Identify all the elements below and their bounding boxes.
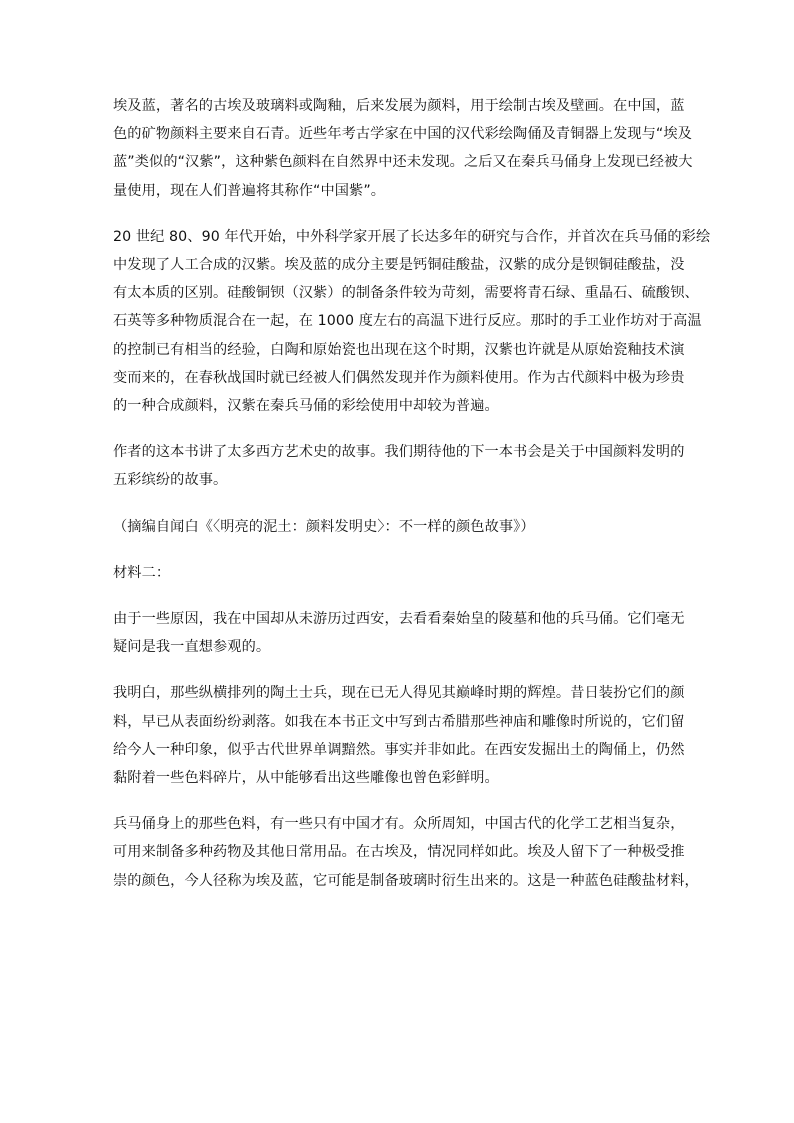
text-line: 黏附着一些色料碎片，从中能够看出这些雕像也曾色彩鲜明。 — [113, 770, 499, 787]
paragraph — [113, 513, 693, 541]
text-line: 有太本质的区别。硅酸铜钡（汉紫）的制备条件较为苛刻，需要将青石绿、重晶石、硫酸钡、 — [113, 285, 699, 302]
text-line: 兵马俑身上的那些色料，有一些只有中国才有。众所周知，中国古代的化学工艺相当复杂， — [113, 816, 685, 833]
paragraph — [113, 605, 693, 661]
text-line: 20 世纪 80、90 年代开始，中外科学家开展了长达多年的研究与合作，并首次在兵马俑的彩绘 — [113, 228, 711, 245]
paragraph — [113, 438, 693, 494]
paragraph — [113, 223, 711, 420]
text-line: 石英等多种物质混合在一起，在 1000 度左右的高温下进行反应。那时的手工业作坊对于高温 — [113, 313, 702, 330]
text-line: 量使用，现在人们普遍将其称作“中国紫”。 — [113, 182, 386, 199]
text-line: 埃及蓝，著名的古埃及玻璃料或陶釉，后来发展为颜料，用于绘制古埃及壁画。在中国，蓝 — [113, 98, 685, 114]
paragraph — [113, 679, 693, 792]
text-line: 由于一些原因，我在中国却从未游历过西安，去看看秦始皇的陵墓和他的兵马俑。它们毫无 — [113, 611, 685, 628]
text-line: 给今人一种印象，似乎古代世界单调黯然。事实并非如此。在西安发掘出土的陶俑上，仍然 — [113, 741, 685, 758]
text-line: 的控制已有相当的经验，白陶和原始瓷也出现在这个时期，汉紫也许就是从原始瓷釉技术演 — [113, 341, 685, 358]
text-line: 疑问是我一直想参观的。 — [113, 639, 271, 656]
text-line: 可用来制备多种药物及其他日常用品。在古埃及，情况同样如此。埃及人留下了一种极受推 — [113, 844, 685, 861]
paragraph — [113, 559, 693, 587]
text-line: 崇的颜色，今人径称为埃及蓝，它可能是制备玻璃时衍生出来的。这是一种蓝色硅酸盐材料， — [113, 872, 699, 889]
text-line: 作者的这本书讲了太多西方艺术史的故事。我们期待他的下一本书会是关于中国颜料发明的 — [113, 444, 685, 461]
paragraph — [113, 810, 699, 895]
text-line: （摘编自闻白《〈明亮的泥土：颜料发明史〉：不一样的颜色故事》） — [113, 518, 535, 535]
text-line: 中发现了人工合成的汉紫。埃及蓝的成分主要是钙铜硅酸盐，汉紫的成分是钡铜硅酸盐，没 — [113, 257, 685, 274]
text-line: 料，早已从表面纷纷剥落。如我在本书正文中写到古希腊那些神庙和雕像时所说的，它们留 — [113, 713, 685, 730]
text-line: 变而来的，在春秋战国时就已经被人们偶然发现并作为颜料使用。作为古代颜料中极为珍贵 — [113, 369, 685, 386]
text-line: 的一种合成颜料，汉紫在秦兵马俑的彩绘使用中却较为普遍。 — [113, 398, 499, 415]
text-line: 色的矿物颜料主要来自石青。近些年考古学家在中国的汉代彩绘陶俑及青铜器上发现与“埃及 — [113, 126, 692, 143]
paragraph — [113, 92, 693, 205]
text-line: 五彩缤纷的故事。 — [113, 472, 228, 489]
text-line: 蓝”类似的“汉紫”，这种紫色颜料在自然界中还未发现。之后又在秦兵马俑身上发现已经被大 — [113, 154, 693, 171]
text-line: 材料二： — [113, 564, 171, 581]
text-line: 我明白，那些纵横排列的陶土士兵，现在已无人得见其巅峰时期的辉煌。昔日装扮它们的颜 — [113, 685, 685, 702]
document-body — [113, 92, 711, 913]
